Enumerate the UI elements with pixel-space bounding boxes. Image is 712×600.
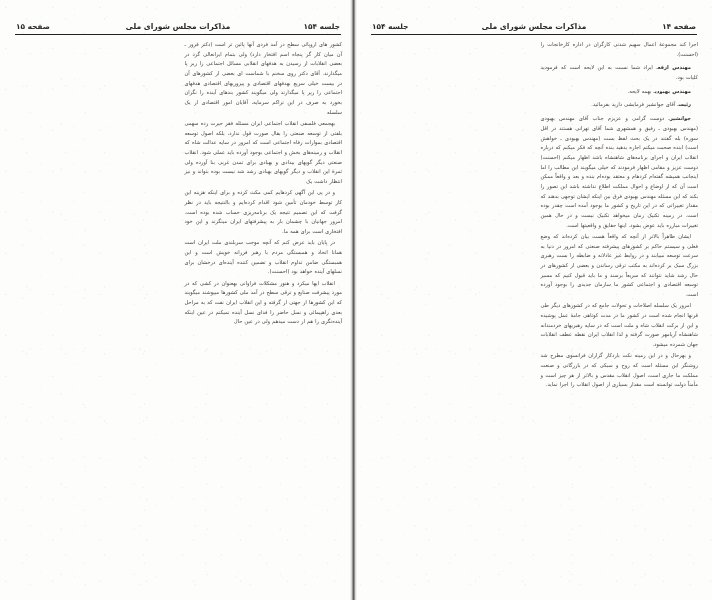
speech-block	[541, 115, 699, 231]
speech-text: ـ ایراد شما نسبت به این لایحه است که فرمودید کلیات بود.	[540, 65, 698, 82]
paragraph: و بهرحال و در این زمینه نکت بازدکار گزاران فرانسوی مطرح شد روشنگر این مسئله است که روح و سبکی که در بازرگانی و صنعت مملکت ما جاری است، اصول انقلاب مقدس و بالاتر از هر چیز است و مأمناً دولت توانسته است مقدار بسیاری از اصول انقلاب را اجرا نماید.	[540, 353, 698, 389]
speaker-label: مهندس ارفع	[657, 65, 691, 72]
page-body-columns	[14, 41, 342, 579]
speaker-label: جوانشیر	[669, 116, 691, 123]
speech-text: ـ آقای جوانشیر فرمایشی دارید بفرمائید.	[591, 102, 679, 109]
header-divider-rule	[15, 34, 341, 35]
speaker-label: رئیس	[678, 102, 691, 109]
paragraph: امروز یک سلسله اصلاحات و تحولات جامع که در کشورهای دیگر طی قرنها انجام شده است در کشور ما در مدت کوتاهی جامهٔ عمل پوشیده و این از برکت انقلاب شاه و ملت است که در سایه رهبریهای خردمندانه شاهنشاه آریامهر صورت گرفته و لذا انقلاب ایران نقطه عطف انقلابات جهان شمرده میشود.	[540, 303, 698, 348]
page-header	[14, 22, 342, 34]
paragraph: در پایان باید عرض کنم که آنچه موجب سربلندی ملت ایران است همانا اتحاد و همبستگی مردم با رهبر فرزانه خویش است و این همبستگی ضامن تداوم انقلاب و تضمین کننده آینده‌ای درخشان برای نسلهای آینده خواهد بود (احسنت).	[184, 240, 342, 276]
speech-block	[541, 101, 699, 111]
speech-text: ـ بهمه لایحه.	[627, 88, 655, 95]
book-binding-shadow	[350, 0, 357, 600]
publication-title: مذاکرات مجلس شورای ملی	[125, 22, 231, 31]
page-number-label: صفحه ۱۵	[16, 22, 50, 31]
paragraph: بهجمعی فلسفی انقلاب اجتماعی ایران مسئله فقر حیرت زده سهمی بلفتی از توسعه صنعتی را بقال صورت قول ندارد، بلکه اصول توسعه اقتصادی بموازات رفاه اجتماعی است که امروز در سایه عدالت شاه که انقلاب و زمینه‌های بخش و اجتماعی بوجود آورده باید عملی شود. انقلاب صنعتی دیگر گویهای بیدادی و بهبادی برای تمدن غربی بنا آورده ولی ثمرهٔ این انقلاب و دیگر گویهای بهبادی رشد شد نیست بوده بتواند و نیز انتظار داشت یک	[184, 121, 342, 186]
paragraph: اجرا کند مجموعهٔ اعمال سهیم شدنی کارگران در اداره کارخانجات را (احسنت).	[540, 42, 698, 58]
page-number-label: صفحه ۱۴	[662, 22, 696, 31]
publication-title: مذاکرات مجلس شورای ملی	[481, 22, 587, 31]
speech-block	[541, 88, 699, 98]
paragraph: انقلاب ایها میکرد و هنوز مشکلات فراوانی بهعنوان در کشی که در مورد پیشرفت صنایع و ترقی سطح در آمد ملی کشورها میپوشند میگویند که این کشورها از جهتی از گرفته و این انقلاب ایران نفت که به مراحل بعدی راهپیمائی و نسل حاضر را فدای نسل آینده نمیکنم در عین اینکه آینده‌نگری را هم از دست میدهم ولی در عین حال	[184, 280, 342, 326]
page-14	[356, 0, 712, 600]
speech-block	[541, 64, 699, 83]
paragraph: کشور های اروپائی سطح در آمد فردی آنها پائین تر است (دکتر فروز ـ آن میان کار گر پنجاه اسم افتخار دارد) ولی بتمام ایرانعالی گرد در بعضی انقلابات از رسیدن به هدفهای انقلابی مسائل اجتماعی را زیر پا میگذارند. آقای دکتر روی سخنم با شماست ای بعضی از کشورهای آن در بیست خیلی سریع بهدفهای اقتصادی و پیروزیهای اقتصادی هدفهای اجتماعی را زیر پا میگذارند ولی میگویند کشور بندهای آینده را نگران بخورد به صرف در این تراکم سرمایه، آقایان امور اقتصادی از یک سلسله	[184, 42, 342, 116]
speech-text: ـ دوست گرامی و عزیزم جناب آقای مهندس بهبودی (مهندس بهبودی ـ رفیق و همشهری شما آقای تهرانی هستند در اقل سوره) بله گفتند در یک بحث لفظ بست (مهندس بهبودی ـ خواهش است) ابنده صحبت میکنم اجازه بدهید بنده آنچه که فکر میکنم که درباره انقلاب ایران و اجرای برنامه‌های شاهنشاه باشد اظهار میکنم (احسنت) دوست عزیز و مقامی اظهار فرمودند که خیلی میگویند این مطالب را اما اینجانب همیشه گفته‌ام کردهام و معتقد بوده‌ام بنده و بعد و واقعاً ممکن است آن که از اوضاع و احوال مملکت اطلاع نداشته باشد این تصور را بکند که این مسئله مهندس بهبودی فرق بین اینکه ایشان توجهی بدهند که مقدار تغییراتی که در این تاریخ و کشور ما بوجود آمده است چقدر بوده است. در زمینه تکنیک زمان میخواهد تکنیک نیست و در حال همین تغییرات مبارزه باید عوض بشود. اینها حقایق و واقعیتها است.	[540, 116, 698, 229]
header-divider-rule	[371, 34, 697, 35]
session-number-label: جلسه ۱۵۴	[372, 22, 409, 31]
page-body-columns	[370, 41, 698, 579]
paragraph: و در پی این آگهی کردهایم کمی مکث کرده و برای اینکه هزینه این کار توسط خودمان تأمین شود اقدام کرده‌ایم و بالنتیجه باید در نظر گرفت که این تصمیم نتیجه یک برنامه‌ریزی حساب شده بوده است. امروز جهانیان با چشمان باز به پیشرفتهای ایران مینگرند و این خود افتخاری است برای همه ما.	[184, 190, 342, 236]
paragraph: ایشان ظاهراً بالاتر از آنچه که واقعاً هست بیان کرده‌اند که وضع فعلی و سیستم حاکم بر کشورهای پیشرفته صنعتی که امروز در دنیا به سرعت توسعه مییابند و در روابط غیر عادلانه و ضابطه را بست رهبری بزرگ سبک بر کرده‌اند به مکتب ترقی رساندن و بعضی از کشورهای در حال رشد شاید نتوانند که سریعاً برسند و ما باید قبول کنیم که مسیر توسعه اقتصادی و اجتماعی کشور ما سازمان جدیدی را بوجود آورده است.	[540, 233, 698, 298]
page-header	[370, 22, 698, 34]
session-number-label: جلسه ۱۵۴	[303, 22, 340, 31]
speaker-label: مهندس بهبودی	[654, 88, 691, 95]
